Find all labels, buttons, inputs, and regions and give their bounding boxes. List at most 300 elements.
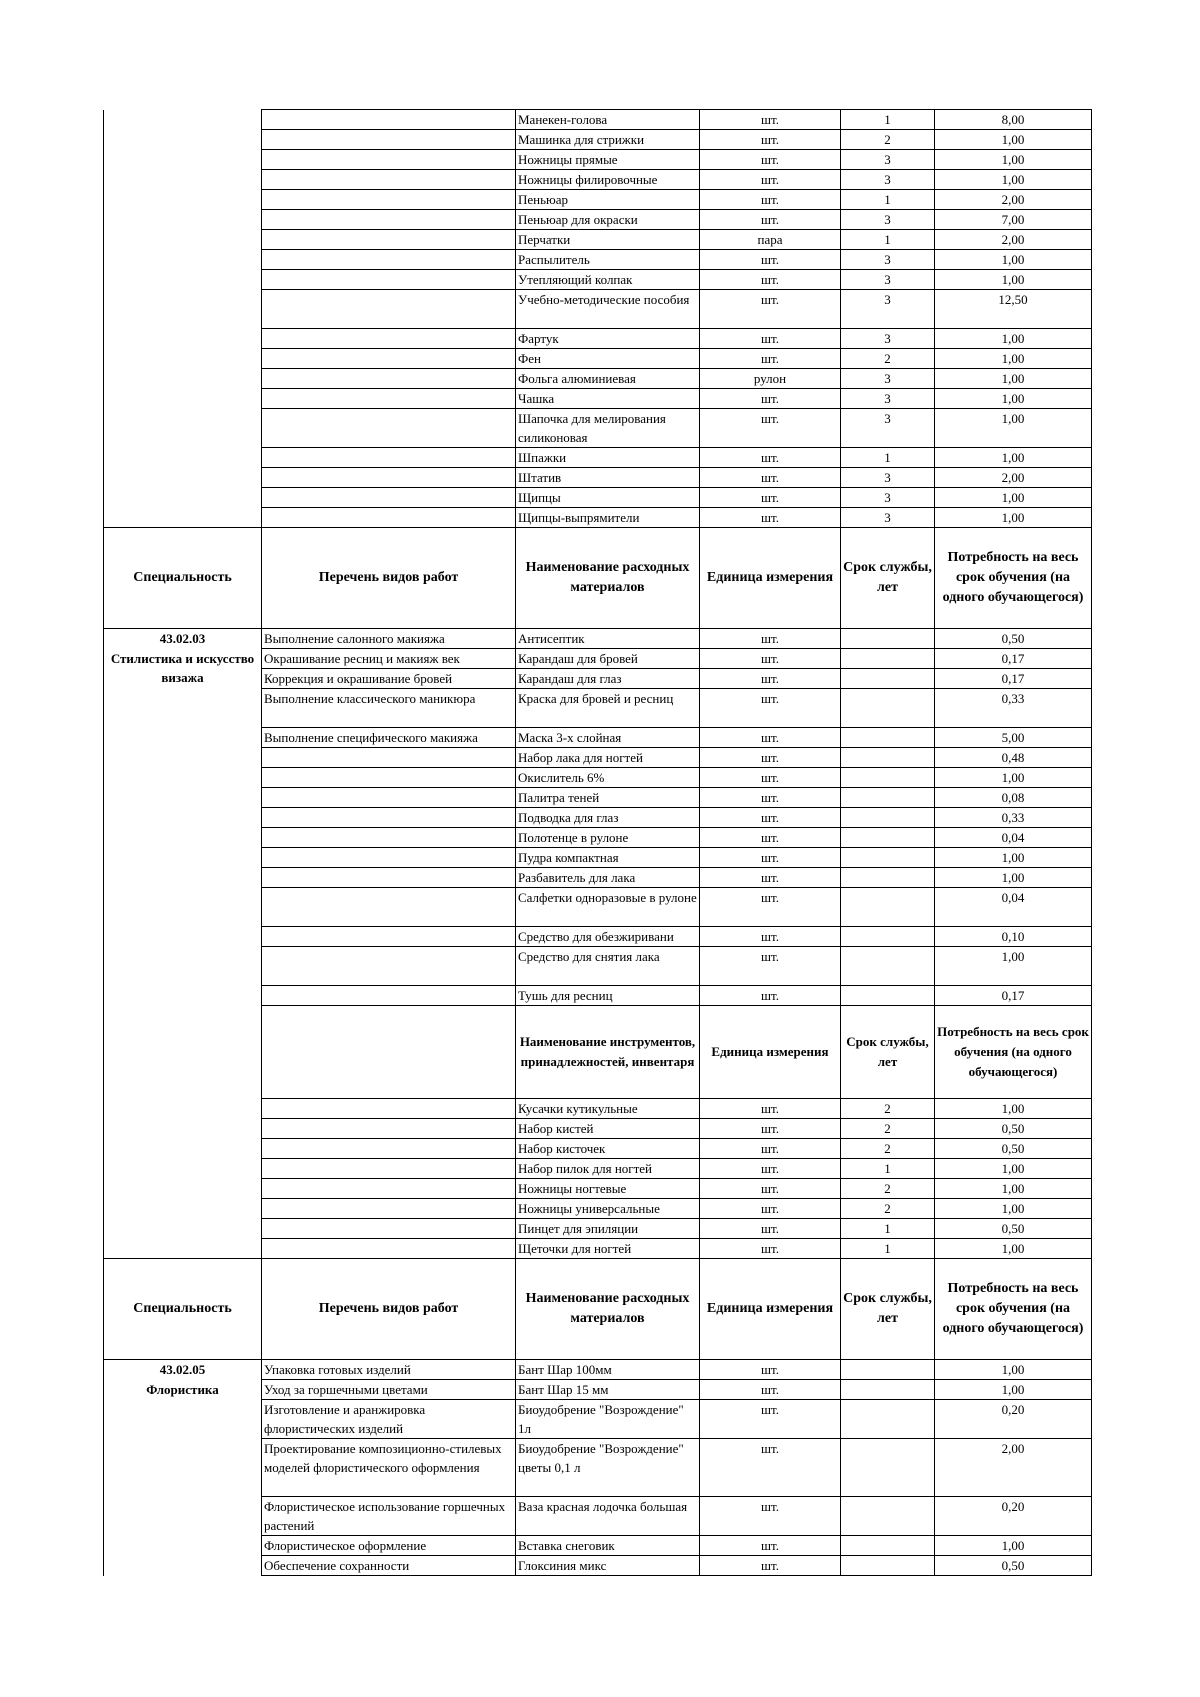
unit-cell: шт.	[700, 1497, 841, 1536]
table-row	[104, 110, 1092, 130]
item-name-cell: Учебно-методические пособия	[516, 290, 700, 329]
unit-cell: шт.	[700, 1536, 841, 1556]
service-life-cell: 2	[841, 1199, 935, 1219]
table-row	[104, 649, 1092, 669]
item-name-cell: Вставка снеговик	[516, 1536, 700, 1556]
header-row	[104, 528, 1092, 629]
service-life-cell: 3	[841, 329, 935, 349]
specialty-cell	[104, 768, 262, 788]
item-name-cell: Распылитель	[516, 250, 700, 270]
work-type-cell	[262, 150, 516, 170]
table-row	[104, 1179, 1092, 1199]
service-life-cell: 3	[841, 290, 935, 329]
table-row	[104, 986, 1092, 1006]
table-row	[104, 130, 1092, 150]
table-row	[104, 290, 1092, 329]
service-life-cell: 2	[841, 1139, 935, 1159]
service-life-cell	[841, 1556, 935, 1576]
unit-cell: шт.	[700, 1239, 841, 1259]
table-row	[104, 1380, 1092, 1400]
item-name-cell: Утепляющий колпак	[516, 270, 700, 290]
need-header: Потребность на весь срок обучения (на одного обучающегося)	[935, 528, 1092, 629]
item-name-cell: Бант Шар 15 мм	[516, 1380, 700, 1400]
service-life-cell	[841, 1439, 935, 1497]
need-cell: 1,00	[935, 1099, 1092, 1119]
specialty-cell	[104, 230, 262, 250]
unit-cell: шт.	[700, 1199, 841, 1219]
need-cell: 1,00	[935, 448, 1092, 468]
need-cell: 0,17	[935, 669, 1092, 689]
unit-cell: шт.	[700, 1360, 841, 1380]
service-life-cell	[841, 788, 935, 808]
unit-cell: шт.	[700, 947, 841, 986]
table-row	[104, 329, 1092, 349]
item-name-cell: Палитра теней	[516, 788, 700, 808]
table-row	[104, 369, 1092, 389]
table-row	[104, 448, 1092, 468]
specialty-cell	[104, 389, 262, 409]
header-row	[104, 1259, 1092, 1360]
work-type-cell	[262, 927, 516, 947]
specialty-cell	[104, 1239, 262, 1259]
unit-cell: шт.	[700, 649, 841, 669]
table-row	[104, 250, 1092, 270]
item-name-cell: Ножницы универсальные	[516, 1199, 700, 1219]
work-type-cell	[262, 828, 516, 848]
item-name-cell: Маска 3-х слойная	[516, 728, 700, 748]
table-row	[104, 349, 1092, 369]
service-life-cell: 2	[841, 130, 935, 150]
specialty-cell	[104, 868, 262, 888]
work-type-cell	[262, 369, 516, 389]
specialty-cell	[104, 986, 262, 1006]
work-type-cell	[262, 448, 516, 468]
need-cell: 0,50	[935, 1219, 1092, 1239]
unit-cell: шт.	[700, 888, 841, 927]
materials-table	[103, 109, 1092, 1576]
item-name-cell: Чашка	[516, 389, 700, 409]
need-cell: 0,50	[935, 1139, 1092, 1159]
need-cell: 1,00	[935, 848, 1092, 868]
specialty-cell	[104, 748, 262, 768]
item-name-cell: Щипцы	[516, 488, 700, 508]
service-life-cell	[841, 888, 935, 927]
table-row	[104, 488, 1092, 508]
specialty-cell	[104, 1006, 262, 1099]
need-cell: 0,50	[935, 629, 1092, 649]
specialty-cell	[104, 947, 262, 986]
table-row	[104, 1439, 1092, 1497]
unit-cell: шт.	[700, 728, 841, 748]
work-type-cell	[262, 1239, 516, 1259]
unit-cell: шт.	[700, 868, 841, 888]
tools-need-header: Потребность на весь срок обучения (на одного обучающегося)	[935, 1006, 1092, 1099]
need-cell: 1,00	[935, 329, 1092, 349]
unit-cell: шт.	[700, 290, 841, 329]
need-cell: 1,00	[935, 868, 1092, 888]
specialty-cell	[104, 1536, 262, 1556]
work-type-cell	[262, 1119, 516, 1139]
item-name-cell: Фартук	[516, 329, 700, 349]
need-cell: 0,04	[935, 828, 1092, 848]
service-life-cell	[841, 1400, 935, 1439]
specialty-cell	[104, 508, 262, 528]
item-name-cell: Пинцет для эпиляции	[516, 1219, 700, 1239]
service-life-cell: 3	[841, 170, 935, 190]
item-name-cell: Краска для бровей и ресниц	[516, 689, 700, 728]
unit-cell: шт.	[700, 808, 841, 828]
need-cell: 0,08	[935, 788, 1092, 808]
unit-cell: шт.	[700, 210, 841, 230]
unit-cell: шт.	[700, 1439, 841, 1497]
service-life-cell: 3	[841, 468, 935, 488]
item-name-cell: Щеточки для ногтей	[516, 1239, 700, 1259]
table-row	[104, 1360, 1092, 1380]
item-name-cell: Перчатки	[516, 230, 700, 250]
table-row	[104, 508, 1092, 528]
need-cell: 0,04	[935, 888, 1092, 927]
need-cell: 0,50	[935, 1556, 1092, 1576]
unit-cell: шт.	[700, 1099, 841, 1119]
service-life-cell	[841, 649, 935, 669]
specialty-cell	[104, 448, 262, 468]
unit-cell: шт.	[700, 788, 841, 808]
service-life-cell	[841, 927, 935, 947]
specialty-cell	[104, 369, 262, 389]
need-cell: 1,00	[935, 369, 1092, 389]
item-name-cell: Средство для обезжиривани	[516, 927, 700, 947]
specialty-cell	[104, 1400, 262, 1439]
item-name-cell: Глоксиния микс	[516, 1556, 700, 1576]
need-cell: 1,00	[935, 409, 1092, 448]
service-life-cell	[841, 748, 935, 768]
work-type-cell	[262, 986, 516, 1006]
item-name-cell: Подводка для глаз	[516, 808, 700, 828]
table-row	[104, 768, 1092, 788]
specialty-cell	[104, 290, 262, 329]
unit-header: Единица измерения	[700, 528, 841, 629]
unit-cell: шт.	[700, 689, 841, 728]
need-cell: 1,00	[935, 1199, 1092, 1219]
item-name-cell: Пеньюар	[516, 190, 700, 210]
table-row	[104, 808, 1092, 828]
item-name-cell: Полотенце в рулоне	[516, 828, 700, 848]
item-name-cell: Биоудобрение "Возрождение" цветы 0,1 л	[516, 1439, 700, 1497]
unit-cell: шт.	[700, 1139, 841, 1159]
specialty-cell	[104, 190, 262, 210]
unit-cell: шт.	[700, 250, 841, 270]
need-cell: 0,17	[935, 986, 1092, 1006]
unit-cell: шт.	[700, 1159, 841, 1179]
unit-cell: шт.	[700, 927, 841, 947]
table-row	[104, 270, 1092, 290]
item-name-cell: Ножницы ногтевые	[516, 1179, 700, 1199]
work-type-cell: Выполнение салонного макияжа	[262, 629, 516, 649]
table-row	[104, 1199, 1092, 1219]
work-type-cell	[262, 868, 516, 888]
need-cell: 1,00	[935, 947, 1092, 986]
specialty-cell	[104, 808, 262, 828]
item-name-cell: Карандаш для бровей	[516, 649, 700, 669]
work-type-cell: Флористическое оформление	[262, 1536, 516, 1556]
service-life-cell	[841, 689, 935, 728]
work-type-cell	[262, 1199, 516, 1219]
unit-cell: шт.	[700, 190, 841, 210]
unit-cell: шт.	[700, 1179, 841, 1199]
work-type-cell: Выполнение специфического макияжа	[262, 728, 516, 748]
table-row	[104, 689, 1092, 728]
need-cell: 0,33	[935, 689, 1092, 728]
need-cell: 1,00	[935, 270, 1092, 290]
specialty-title: Флористика	[104, 1380, 262, 1400]
work-type-cell	[262, 110, 516, 130]
work-type-cell	[262, 389, 516, 409]
specialty-cell	[104, 468, 262, 488]
unit-cell: шт.	[700, 150, 841, 170]
table-row	[104, 828, 1092, 848]
item-name-cell: Пеньюар для окраски	[516, 210, 700, 230]
specialty-cell	[104, 210, 262, 230]
work-type-cell: Выполнение классического маникюра	[262, 689, 516, 728]
need-cell: 8,00	[935, 110, 1092, 130]
work-type-cell	[262, 130, 516, 150]
service-life-cell: 1	[841, 1219, 935, 1239]
table-row	[104, 848, 1092, 868]
need-cell: 12,50	[935, 290, 1092, 329]
specialty-cell	[104, 888, 262, 927]
table-row	[104, 748, 1092, 768]
need-cell: 5,00	[935, 728, 1092, 748]
specialty-cell	[104, 409, 262, 448]
item-name-cell: Набор пилок для ногтей	[516, 1159, 700, 1179]
work-type-cell	[262, 250, 516, 270]
item-name-cell: Пудра компактная	[516, 848, 700, 868]
table-row	[104, 1400, 1092, 1439]
work-type-cell	[262, 270, 516, 290]
service-life-cell: 3	[841, 389, 935, 409]
need-cell: 0,48	[935, 748, 1092, 768]
service-life-cell: 3	[841, 508, 935, 528]
service-life-cell	[841, 1380, 935, 1400]
service-life-cell: 3	[841, 369, 935, 389]
need-cell: 1,00	[935, 1536, 1092, 1556]
table-row	[104, 1159, 1092, 1179]
item-name-cell: Бант Шар 100мм	[516, 1360, 700, 1380]
service-life-cell	[841, 828, 935, 848]
work-type-cell	[262, 1099, 516, 1119]
specialty-cell	[104, 170, 262, 190]
specialty-cell	[104, 1119, 262, 1139]
work-type-cell	[262, 190, 516, 210]
unit-cell: шт.	[700, 828, 841, 848]
specialty-cell	[104, 1556, 262, 1576]
need-cell: 1,00	[935, 488, 1092, 508]
work-type-cell	[262, 230, 516, 250]
unit-cell: шт.	[700, 1556, 841, 1576]
service-life-cell: 2	[841, 1179, 935, 1199]
specialty-cell	[104, 689, 262, 728]
table-row	[104, 210, 1092, 230]
specialty-header: Специальность	[104, 1259, 262, 1360]
work-type-cell	[262, 848, 516, 868]
unit-cell: шт.	[700, 1219, 841, 1239]
need-cell: 2,00	[935, 468, 1092, 488]
need-cell: 1,00	[935, 250, 1092, 270]
item-name-cell: Машинка для стрижки	[516, 130, 700, 150]
item-name-cell: Штатив	[516, 468, 700, 488]
table-row	[104, 1239, 1092, 1259]
need-cell: 1,00	[935, 170, 1092, 190]
specialty-cell	[104, 1497, 262, 1536]
item-name-cell: Шапочка для мелирования силиконовая	[516, 409, 700, 448]
work-type-cell	[262, 468, 516, 488]
need-cell: 1,00	[935, 1179, 1092, 1199]
tools-header-row	[104, 1006, 1092, 1099]
work-type-cell	[262, 808, 516, 828]
need-cell: 2,00	[935, 1439, 1092, 1497]
unit-cell: шт.	[700, 389, 841, 409]
unit-cell: шт.	[700, 1380, 841, 1400]
need-cell: 7,00	[935, 210, 1092, 230]
item-name-cell: Разбавитель для лака	[516, 868, 700, 888]
specialty-cell	[104, 788, 262, 808]
work-types-header: Перечень видов работ	[262, 1259, 516, 1360]
unit-cell: шт.	[700, 170, 841, 190]
unit-cell: шт.	[700, 669, 841, 689]
table-row	[104, 170, 1092, 190]
unit-cell: шт.	[700, 508, 841, 528]
specialty-cell	[104, 270, 262, 290]
unit-cell: шт.	[700, 848, 841, 868]
table-row	[104, 389, 1092, 409]
work-type-cell: Коррекция и окрашивание бровей	[262, 669, 516, 689]
work-type-cell: Изготовление и аранжировка флористических изделий	[262, 1400, 516, 1439]
work-types-header: Перечень видов работ	[262, 528, 516, 629]
table-row	[104, 947, 1092, 986]
service-life-cell: 1	[841, 1239, 935, 1259]
work-type-cell	[262, 748, 516, 768]
work-type-cell: Флористическое использование горшечных растений	[262, 1497, 516, 1536]
unit-cell: пара	[700, 230, 841, 250]
need-cell: 0,50	[935, 1119, 1092, 1139]
unit-header: Единица измерения	[700, 1259, 841, 1360]
table-row	[104, 927, 1092, 947]
service-life-cell: 1	[841, 1159, 935, 1179]
unit-cell: шт.	[700, 629, 841, 649]
service-life-cell	[841, 947, 935, 986]
work-type-cell: Проектирование композиционно-стилевых моделей флористического оформления	[262, 1439, 516, 1497]
specialty-code: 43.02.05	[104, 1360, 262, 1380]
service-life-cell: 1	[841, 230, 935, 250]
item-name-cell: Фен	[516, 349, 700, 369]
need-cell: 1,00	[935, 1360, 1092, 1380]
service-life-cell	[841, 868, 935, 888]
service-life-cell	[841, 986, 935, 1006]
unit-cell: шт.	[700, 748, 841, 768]
work-type-cell	[262, 488, 516, 508]
item-name-cell: Фольга алюминиевая	[516, 369, 700, 389]
item-name-cell: Салфетки одноразовые в рулоне	[516, 888, 700, 927]
specialty-cell	[104, 848, 262, 868]
table-row	[104, 468, 1092, 488]
work-type-cell	[262, 210, 516, 230]
item-name-cell: Окислитель 6%	[516, 768, 700, 788]
unit-cell: шт.	[700, 1119, 841, 1139]
unit-cell: шт.	[700, 349, 841, 369]
service-life-cell: 3	[841, 409, 935, 448]
work-type-cell	[262, 508, 516, 528]
item-name-cell: Ножницы прямые	[516, 150, 700, 170]
service-life-cell: 3	[841, 488, 935, 508]
service-life-cell: 1	[841, 110, 935, 130]
table-row	[104, 1139, 1092, 1159]
document-page	[103, 109, 1092, 1576]
item-name-cell: Биоудобрение "Возрождение" 1л	[516, 1400, 700, 1439]
tools-service-life-header: Срок службы, лет	[841, 1006, 935, 1099]
tools-name-header: Наименование инструментов, принадлежностей, инвентаря	[516, 1006, 700, 1099]
work-type-cell	[262, 1159, 516, 1179]
specialty-cell	[104, 250, 262, 270]
service-life-cell: 3	[841, 270, 935, 290]
service-life-cell	[841, 768, 935, 788]
service-life-cell: 1	[841, 190, 935, 210]
item-name-cell: Ваза красная лодочка большая	[516, 1497, 700, 1536]
specialty-cell	[104, 329, 262, 349]
item-name-cell: Тушь для ресниц	[516, 986, 700, 1006]
service-life-cell	[841, 1497, 935, 1536]
need-cell: 2,00	[935, 230, 1092, 250]
work-type-cell	[262, 1139, 516, 1159]
need-cell: 1,00	[935, 508, 1092, 528]
work-type-cell: Уход за горшечными цветами	[262, 1380, 516, 1400]
table-row	[104, 888, 1092, 927]
item-name-cell: Щипцы-выпрямители	[516, 508, 700, 528]
work-type-cell	[262, 768, 516, 788]
table-row	[104, 150, 1092, 170]
specialty-cell	[104, 1219, 262, 1239]
service-life-header: Срок службы, лет	[841, 528, 935, 629]
service-life-cell	[841, 1360, 935, 1380]
service-life-header: Срок службы, лет	[841, 1259, 935, 1360]
service-life-cell	[841, 728, 935, 748]
item-name-cell: Средство для снятия лака	[516, 947, 700, 986]
item-name-cell: Антисептик	[516, 629, 700, 649]
table-row	[104, 190, 1092, 210]
service-life-cell	[841, 1536, 935, 1556]
work-type-cell	[262, 1006, 516, 1099]
unit-cell: шт.	[700, 1400, 841, 1439]
item-name-cell: Ножницы филировочные	[516, 170, 700, 190]
need-cell: 0,17	[935, 649, 1092, 669]
specialty-cell	[104, 1439, 262, 1497]
specialty-cell	[104, 1159, 262, 1179]
item-name-cell: Манекен-голова	[516, 110, 700, 130]
unit-cell: шт.	[700, 270, 841, 290]
service-life-cell	[841, 669, 935, 689]
table-row	[104, 728, 1092, 748]
consumables-header: Наименование расходных материалов	[516, 528, 700, 629]
need-cell: 1,00	[935, 1159, 1092, 1179]
need-cell: 1,00	[935, 389, 1092, 409]
specialty-cell	[104, 130, 262, 150]
work-type-cell	[262, 170, 516, 190]
item-name-cell: Набор кисточек	[516, 1139, 700, 1159]
specialty-cell	[104, 1099, 262, 1119]
table-row	[104, 230, 1092, 250]
service-life-cell: 3	[841, 250, 935, 270]
item-name-cell: Шпажки	[516, 448, 700, 468]
work-type-cell: Обеспечение сохранности	[262, 1556, 516, 1576]
